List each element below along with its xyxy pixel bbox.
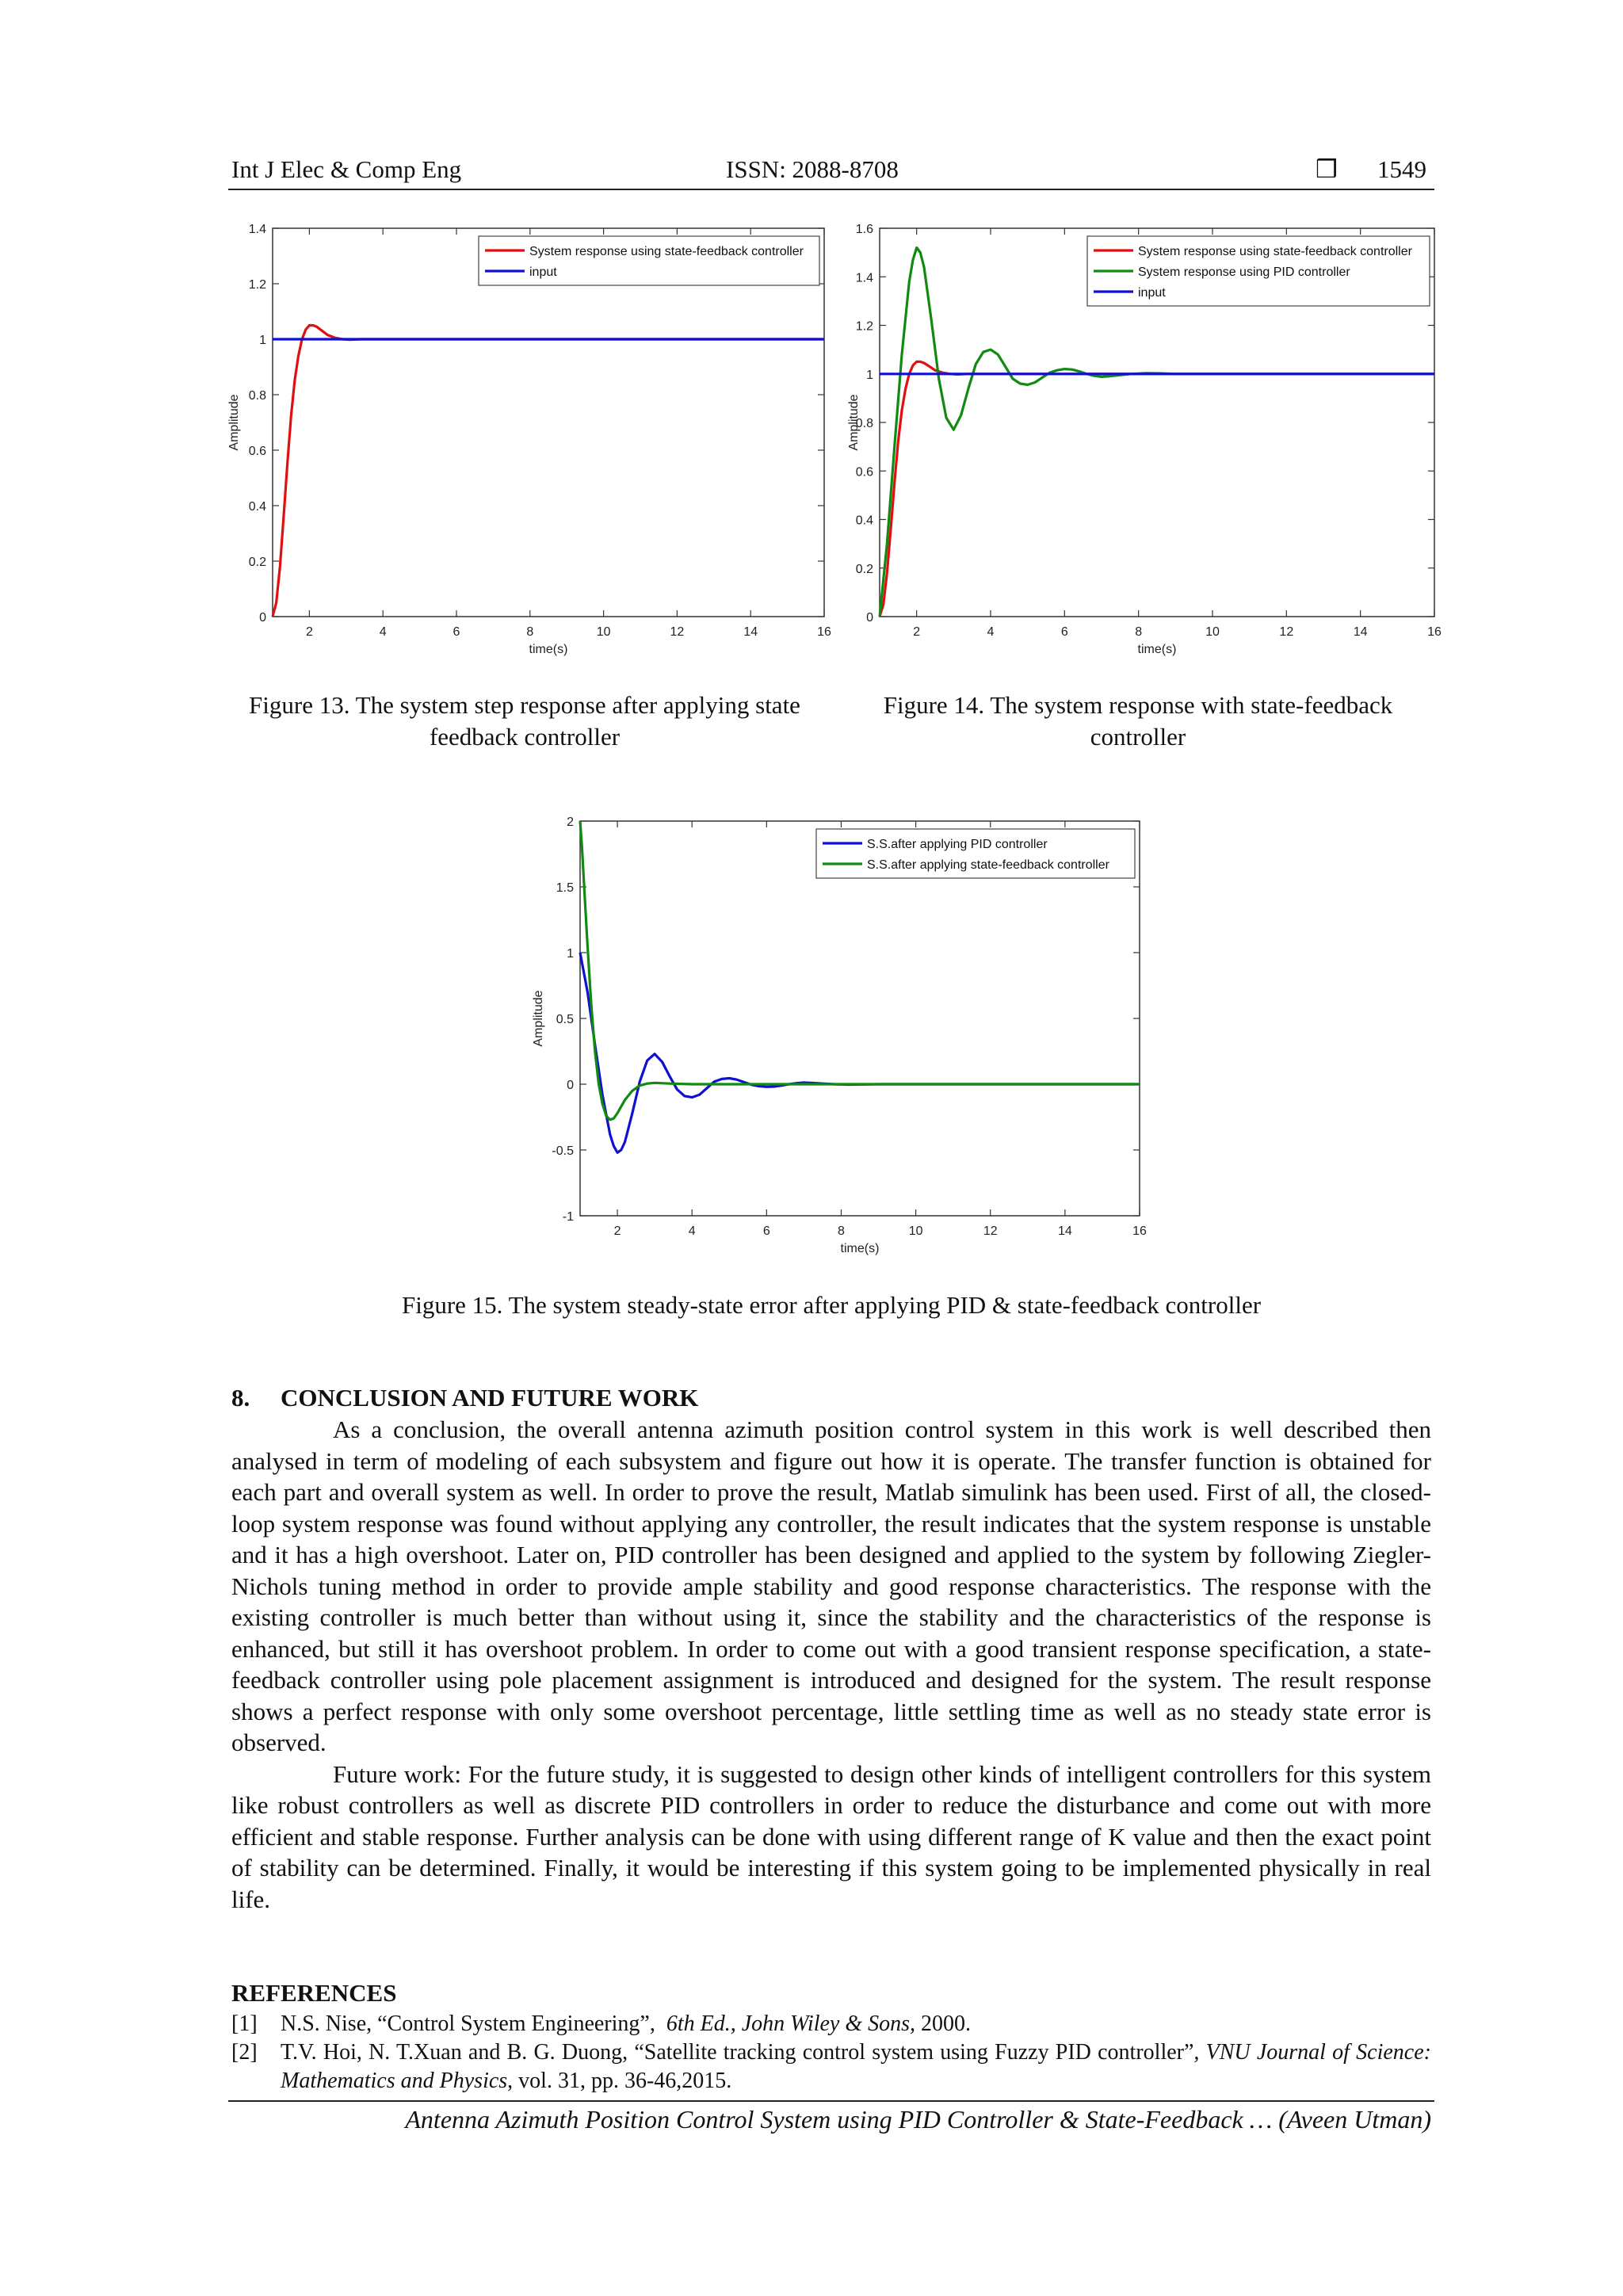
y-tick-label: 1.4 [248, 223, 266, 236]
x-tick-label: 10 [908, 1224, 923, 1238]
y-tick-label: 1 [866, 368, 873, 382]
y-tick-label: -0.5 [552, 1144, 574, 1158]
reference-item [231, 2010, 1431, 2038]
plot-area [580, 821, 1140, 1216]
running-footer: Antenna Azimuth Position Control System using PID Controller & State-Feedback … (Aveen Utman) [405, 2105, 1431, 2134]
legend-label: System response using state-feedback controller [529, 245, 804, 258]
x-tick-label: 8 [526, 625, 534, 639]
y-axis-label: Amplitude [532, 990, 545, 1047]
x-axis-label: time(s) [529, 643, 568, 656]
x-tick-label: 6 [453, 625, 460, 639]
legend-label: input [529, 266, 557, 279]
y-tick-label: 1 [259, 334, 266, 347]
legend-label: S.S.after applying state-feedback controller [867, 858, 1109, 872]
x-tick-label: 14 [1353, 625, 1368, 639]
x-tick-label: 2 [305, 625, 313, 639]
legend-label: System response using PID controller [1138, 266, 1350, 279]
x-tick-label: 2 [613, 1224, 621, 1238]
x-tick-label: 12 [670, 625, 685, 639]
x-tick-label: 4 [379, 625, 387, 639]
x-tick-label: 14 [743, 625, 758, 639]
page-marker-icon: ❒ [1316, 155, 1338, 183]
x-tick-label: 8 [838, 1224, 845, 1238]
x-axis-label: time(s) [1137, 643, 1177, 656]
reference-item [231, 2038, 1431, 2095]
figure-15-chart [529, 810, 1148, 1267]
reference-number: [1] [231, 2011, 258, 2036]
x-tick-label: 10 [596, 625, 611, 639]
footer-rule [228, 2100, 1434, 2102]
x-axis-label: time(s) [840, 1242, 880, 1255]
y-tick-label: 1.6 [855, 223, 873, 236]
y-tick-label: 0.8 [855, 417, 873, 430]
legend-label: S.S.after applying PID controller [867, 838, 1048, 851]
page-number: 1549 [1377, 155, 1426, 183]
y-tick-label: 1 [567, 947, 574, 961]
x-tick-label: 12 [1279, 625, 1294, 639]
y-tick-label: 0 [259, 611, 266, 625]
references-heading: REFERENCES [231, 1979, 397, 2007]
section-heading: 8. CONCLUSION AND FUTURE WORK [231, 1384, 699, 1412]
y-tick-label: 0.2 [855, 562, 873, 576]
figure-14-chart [845, 220, 1442, 668]
y-tick-label: 1.2 [248, 278, 266, 292]
y-tick-label: 0.8 [248, 389, 266, 403]
figure-14-svg [845, 220, 1442, 664]
y-tick-label: 0.2 [248, 556, 266, 569]
y-tick-label: 0.4 [248, 500, 266, 514]
x-tick-label: 14 [1057, 1224, 1072, 1238]
y-tick-label: 2 [567, 816, 574, 829]
figure-14-caption: Figure 14. The system response with state-feedback controller [883, 691, 1393, 751]
x-tick-label: 4 [688, 1224, 696, 1238]
y-tick-label: 0.6 [248, 445, 266, 458]
legend-label: System response using state-feedback controller [1138, 245, 1412, 258]
conclusion-paragraph: As a conclusion, the overall antenna azimuth position control system in this work is well described then analysed in term of modeling of each subsystem and figure out how it is operate. The transfer function is obtained for each part and overall system as well. In order to prove the result, Matlab simulink has been used. First of all, the closed-loop system response was found without applying any controller, the result indicates that the system response is unstable and it has a high overshoot. Later on, PID controller has been designed and applied to the system by following Ziegler-Nichols tuning method in order to provide ample stability and good response characteristics. The response with the existing controller is much better than without using it, since the stability and the characteristics of the response is enhanced, but still it has overshoot problem. In order to come out with a good transient response specification, a state-feedback controller using pole placement assignment is introduced and designed for the system. The result response shows a perfect response with only some overshoot percentage, little settling time as well as no steady state error is observed. [231, 1415, 1431, 1756]
x-tick-label: 16 [817, 625, 831, 639]
legend-label: input [1138, 286, 1166, 300]
x-tick-label: 16 [1427, 625, 1442, 639]
plot-area [273, 228, 824, 617]
x-tick-label: 2 [913, 625, 921, 639]
reference-text: N.S. Nise, “Control System Engineering”, 6th Ed., John Wiley & Sons, 2000. [281, 2011, 972, 2036]
journal-name: Int J Elec & Comp Eng [231, 155, 462, 183]
x-tick-label: 10 [1205, 625, 1220, 639]
figure-13-caption: Figure 13. The system step response after applying state feedback controller [249, 691, 800, 751]
issn: ISSN: 2088-8708 [726, 155, 899, 183]
figure-13-svg [225, 220, 840, 664]
y-tick-label: 0.5 [556, 1013, 574, 1026]
x-tick-label: 8 [1135, 625, 1143, 639]
x-tick-label: 6 [1060, 625, 1068, 639]
x-tick-label: 16 [1132, 1224, 1147, 1238]
y-tick-label: 0.4 [855, 514, 873, 528]
y-tick-label: 0 [866, 611, 873, 625]
header-rule [228, 189, 1434, 190]
figure-15-svg [529, 810, 1148, 1263]
y-tick-label: 1.5 [556, 881, 574, 895]
section-body [231, 1414, 1431, 1915]
x-tick-label: 6 [762, 1224, 770, 1238]
y-axis-label: Amplitude [227, 394, 241, 451]
reference-text: T.V. Hoi, N. T.Xuan and B. G. Duong, “Satellite tracking control system using Fuzzy PID controller”, VNU Journal of Science: Mathematics and Physics, vol. 31, pp. 36-46,2015. [281, 2040, 1431, 2093]
y-tick-label: 0 [567, 1079, 574, 1092]
y-tick-label: 0.6 [855, 465, 873, 479]
y-tick-label: 1.2 [855, 319, 873, 334]
x-tick-label: 12 [983, 1224, 998, 1238]
figure-13-chart [225, 220, 840, 668]
y-axis-label: Amplitude [847, 394, 861, 451]
figure-15-caption: Figure 15. The system steady-state error after applying PID & state-feedback controller [401, 1291, 1262, 1319]
y-tick-label: 1.4 [855, 271, 873, 285]
x-tick-label: 4 [987, 625, 995, 639]
future-work-paragraph: Future work: For the future study, it is suggested to design other kinds of intelligent controllers for this system like robust controllers as well as discrete PID controllers in order to reduce the disturbance and come out with more efficient and stable response. Further analysis can be done with using different range of K value and then the exact point of stability can be determined. Finally, it would be interesting if this system going to be implemented physically in real life. [231, 1759, 1431, 1913]
y-tick-label: -1 [562, 1210, 574, 1224]
reference-number: [2] [231, 2040, 258, 2065]
